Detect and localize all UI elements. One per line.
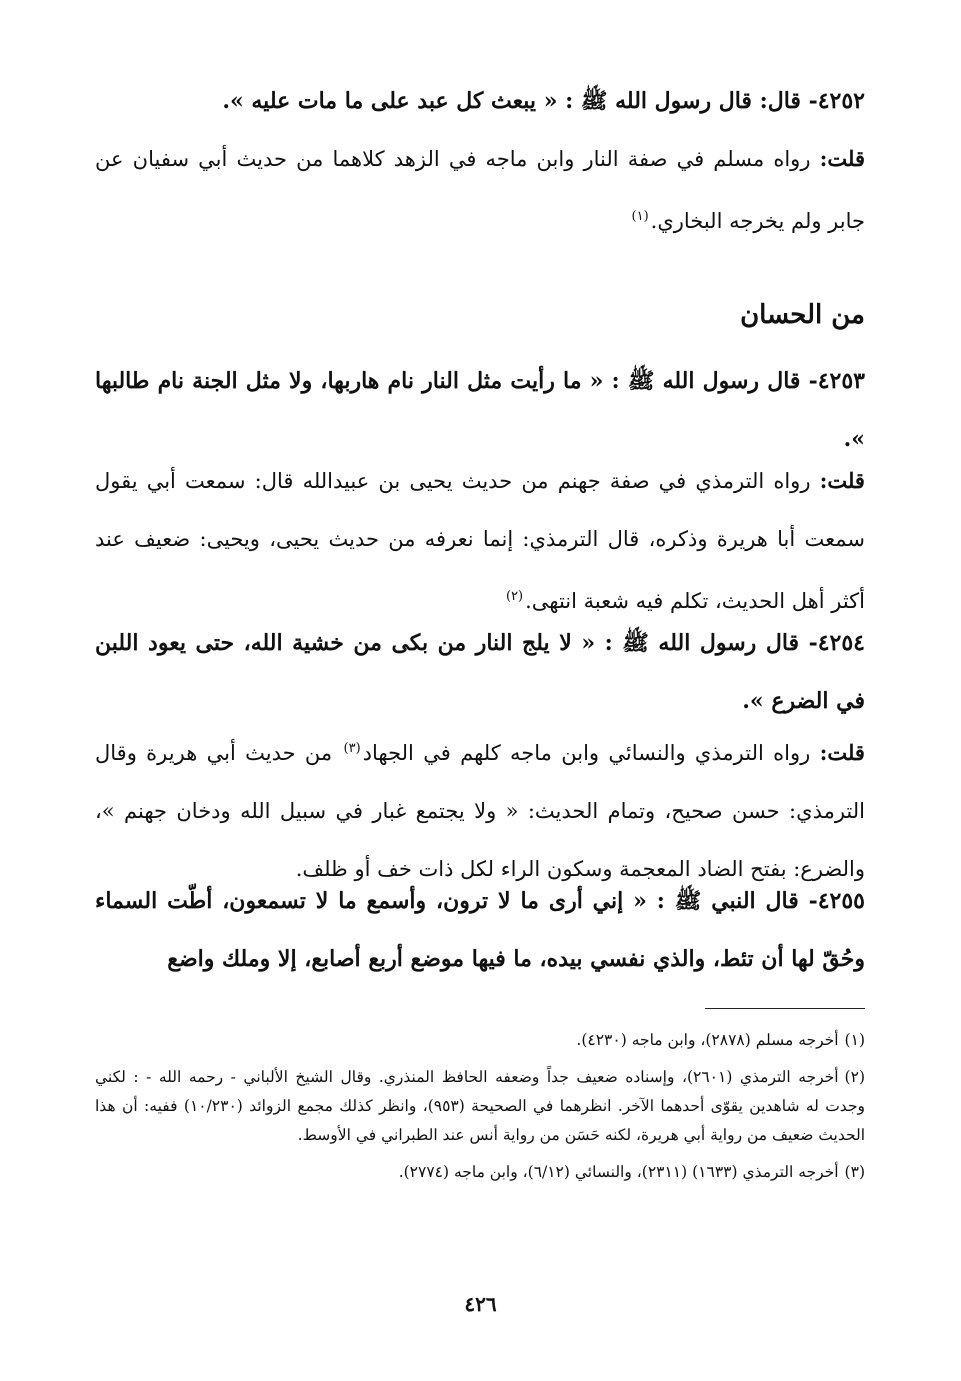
comment-4253-text: رواه الترمذي في صفة جهنم من حديث يحيى بن عبيدالله قال: سمعت أبي يقول سمعت أبا هريرة وذكره، قال الترمذي: إنما نعرفه من حديث يحيى، ويحيى: ضعيف عند أكثر أهل الحديث، تكلم فيه شعبة انتهى. bbox=[95, 469, 865, 613]
hadith-4255 bbox=[95, 872, 865, 988]
footnote-text: أخرجه مسلم (٢٨٧٨)، وابن ماجه (٤٢٣٠). bbox=[576, 1031, 839, 1049]
footnote-text: أخرجه الترمذي (١٦٣٣) (٢٣١١)، والنسائي (٦/١٢)، وابن ماجه (٢٧٧٤). bbox=[398, 1163, 839, 1181]
footnote-number: (١) bbox=[844, 1031, 865, 1049]
comment-4252 bbox=[95, 130, 865, 250]
comment-4252-text: رواه مسلم في صفة النار وابن ماجه في الزهد كلاهما من حديث أبي سفيان عن جابر ولم يخرجه البخاري. bbox=[95, 147, 865, 233]
hadith-4252 bbox=[95, 72, 865, 130]
section-title: من الحسان bbox=[740, 300, 865, 330]
footnote-divider bbox=[705, 1008, 865, 1009]
footnote-ref-1[interactable]: (١) bbox=[631, 209, 649, 224]
hadith-4253-text: ٤٢٥٣- قال رسول الله ﷺ : « ما رأيت مثل النار نام هاربها، ولا مثل الجنة نام طالبها ». bbox=[95, 368, 865, 452]
footnote-ref-2[interactable]: (٢) bbox=[505, 589, 524, 604]
comment-label: قلت: bbox=[819, 146, 866, 171]
hadith-4253 bbox=[95, 352, 865, 468]
footnote-3 bbox=[95, 1158, 865, 1187]
comment-4253 bbox=[95, 452, 865, 630]
hadith-4252-text: ٤٢٥٢- قال: قال رسول الله ﷺ : « يبعث كل عبد على ما مات عليه ». bbox=[222, 88, 865, 114]
hadith-4255-text: ٤٢٥٥- قال النبي ﷺ : « إني أرى ما لا ترون، وأسمع ما لا تسمعون، أطّت السماء وحُقّ لها أن تئط، والذي نفسي بيده، ما فيها موضع أربع أصابع، إلا وملك واضع bbox=[95, 888, 865, 972]
page-number: ٤٢٦ bbox=[464, 1292, 497, 1316]
footnote-ref-3[interactable]: (٣) bbox=[343, 741, 361, 756]
footnote-text: أخرجه الترمذي (٢٦٠١)، وإسناده ضعيف جداً وضعفه الحافظ المنذري. وقال الشيخ الألباني - رحمه الله - : لكني وجدت له شاهدين يقوّى أحدهما الآخر. انظرهما في الصحيحة (٩٥٣)، وانظر كذلك مجمع الزوائد (١٠/٢٣٠) ففيه: أن هذا الحديث ضعيف من رواية أبي هريرة، لكنه حَسَن من رواية أنس عند الطبراني في الأوسط. bbox=[95, 1068, 866, 1144]
hadith-4254-text: ٤٢٥٤- قال رسول الله ﷺ : « لا يلج النار من بكى من خشية الله، حتى يعود اللبن في الضرع ». bbox=[95, 630, 865, 714]
footnote-number: (٢) bbox=[844, 1068, 865, 1086]
footnotes bbox=[95, 1026, 865, 1195]
footnote-1 bbox=[95, 1026, 865, 1055]
footnote-2 bbox=[95, 1063, 865, 1150]
comment-label: قلت: bbox=[819, 740, 865, 765]
comment-label: قلت: bbox=[819, 468, 865, 493]
hadith-4254 bbox=[95, 614, 865, 730]
comment-4254-text-a: رواه الترمذي والنسائي وابن ماجه كلهم في الجهاد bbox=[362, 741, 811, 765]
comment-4254-text-b: من حديث أبي هريرة وقال الترمذي: حسن صحيح، وتمام الحديث: « ولا يجتمع غبار في سبيل الله ودخان جهنم »، والضرع: بفتح الضاد المعجمة وسكون الراء لكل ذات خف أو ظلف. bbox=[95, 741, 865, 881]
footnote-number: (٣) bbox=[844, 1163, 865, 1181]
